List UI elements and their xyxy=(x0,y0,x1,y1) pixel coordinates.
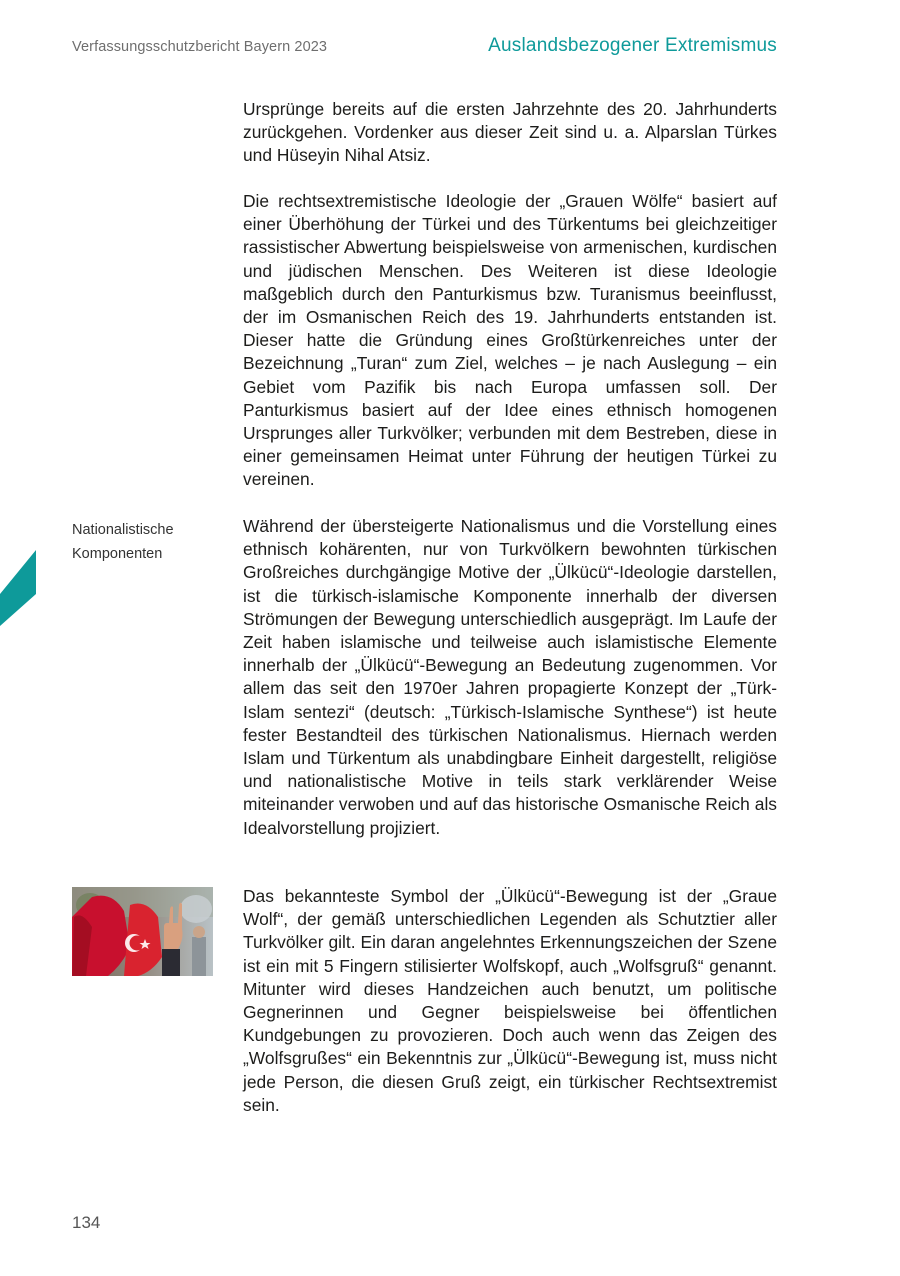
body-paragraph xyxy=(243,190,777,492)
chapter-title: Auslandsbezogener Extremismus xyxy=(488,35,777,56)
paragraph-text: Während der übersteigerte Nationalismus und die Vorstellung eines ethnisch kohärenten, nur von Turkvölkern bewohnten türkischen Großreiches durchgängige Motive der „Ülkücü“-Ideologie darstellen, ist die türkisch-islamische Komponente innerhalb der diversen Strömungen der Bewegung unterschiedlich ausgeprägt. Im Laufe der Zeit haben islamische und teilweise auch islamistische Elemente innerhalb der „Ülkücü“-Bewegung an Bedeutung zugenommen. Vor allem das seit den 1970er Jahren propagierte Konzept der „Türk-Islam sentezi“ (deutsch: „Türkisch-Islamische Synthese“) ist heute fester Bestandteil des türkischen Nationalismus. Hiernach werden Islam und Türkentum als unabdingbare Einheit dargestellt, religiöse und nationalistische Motive in teils stark verklärender Weise miteinander verwoben und auf das historische Osmanische Reich als Idealvorstellung projiziert. xyxy=(243,516,777,838)
body-paragraph xyxy=(243,515,777,840)
paragraph-text: Die rechtsextremistische Ideologie der „Grauen Wölfe“ basiert auf einer Überhöhung der Türkei und des Türkentums bei gleichzeitiger rassistischer Abwertung beispielsweise von armenischen, kurdischen und jüdischen Menschen. Des Weiteren ist diese Ideologie maßgeblich durch den Panturkismus bzw. Turanismus beeinflusst, der im Osmanischen Reich des 19. Jahrhunderts entstanden ist. Dieser hatte die Gründung eines Großtürkenreiches unter der Bezeichnung „Turan“ zum Ziel, welches – je nach Auslegung – ein Gebiet vom Pazifik bis nach Europa umfassen soll. Der Panturkismus basiert auf der Idee eines ethnisch homogenen Ursprunges aller Turkvölker; verbunden mit dem Bestreben, diese in einer gemeinsamen Heimat unter Führung der heutigen Türkei zu vereinen. xyxy=(243,191,777,490)
wolf-salute-photo xyxy=(72,887,213,976)
body-paragraph xyxy=(243,98,777,168)
section-edge-marker xyxy=(0,548,36,628)
page-number: 134 xyxy=(72,1213,101,1232)
paragraph-text: Ursprünge bereits auf die ersten Jahrzehnte des 20. Jahrhunderts zurückgehen. Vordenker aus dieser Zeit sind u. a. Alparslan Türkes und Hüseyin Nihal Atsiz. xyxy=(243,99,777,166)
margin-note-line: Nationalistische xyxy=(72,522,174,538)
margin-note xyxy=(72,518,174,566)
paragraph-text: Das bekannteste Symbol der „Ülkücü“-Bewegung ist der „Graue Wolf“, der gemäß unterschiedlichen Legenden als Schutztier aller Turkvölker gilt. Ein daran angelehntes Erkennungszeichen der Szene ist ein mit 5 Fingern stilisierter Wolfskopf, auch „Wolfsgruß“ genannt. Mitunter wird dieses Handzeichen auch benutzt, um politische Gegnerinnen und Gegner beispielsweise bei öffentlichen Kundgebungen zu provozieren. Doch auch wenn das Zeigen des „Wolfsgrußes“ ein Bekenntnis zur „Ülkücü“-Bewegung ist, muss nicht jede Person, die diesen Gruß zeigt, ein türkischer Rechtsextremist sein. xyxy=(243,886,777,1115)
running-header: Verfassungsschutzbericht Bayern 2023 xyxy=(72,39,328,55)
body-paragraph xyxy=(243,885,777,1117)
margin-note-line: Komponenten xyxy=(72,546,163,562)
